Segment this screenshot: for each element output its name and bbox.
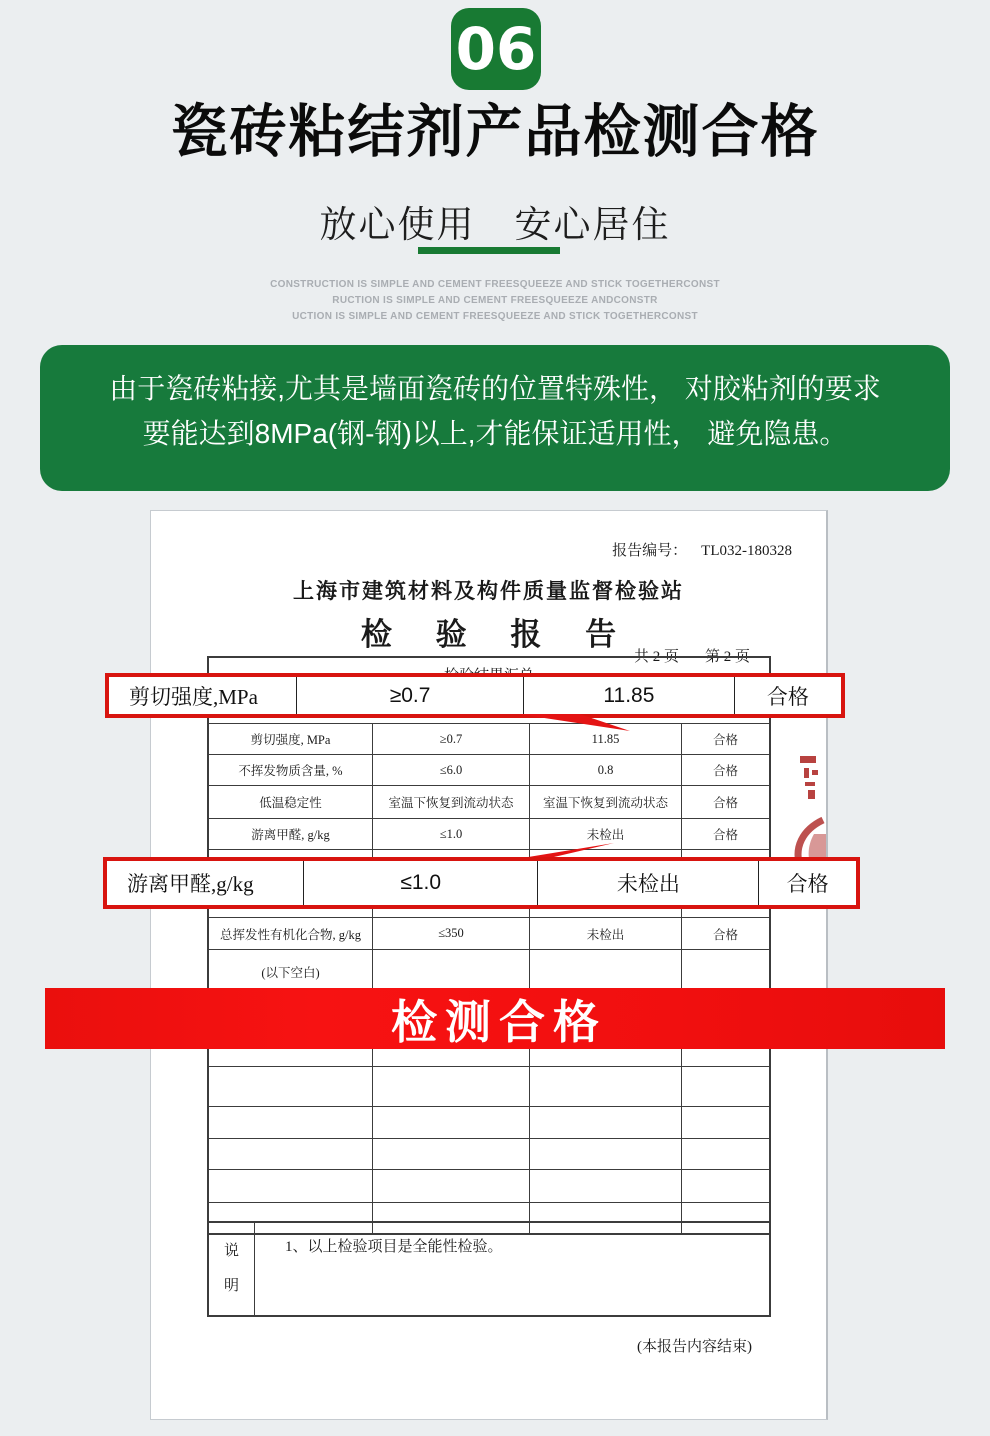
callout-verdict: 合格 xyxy=(766,684,809,709)
cell-result: 室温下恢复到流动状态 xyxy=(530,786,682,818)
cell-result: 11.85 xyxy=(530,724,682,754)
cell-item: 剪切强度, MPa xyxy=(209,724,373,754)
notice-line: 由于瓷砖粘接,尤其是墙面瓷砖的位置特殊性， 对胶粘剂的要求 xyxy=(109,373,881,404)
cell-item: (以下空白) xyxy=(209,950,373,993)
report-number-value: TL032-180328 xyxy=(701,543,792,559)
callout-result: 未检出 xyxy=(538,861,759,905)
cell-spec: 室温下恢复到流动状态 xyxy=(373,786,530,818)
highlight-row-formaldehyde xyxy=(103,857,860,909)
table-row-empty xyxy=(209,1067,769,1107)
pages-current: 第 2 页 xyxy=(704,649,750,665)
table-row xyxy=(209,819,769,850)
cell-verdict: 合格 xyxy=(712,828,738,842)
english-line: RUCTION IS SIMPLE AND CEMENT FREESQUEEZE ANDCONSTR xyxy=(332,295,658,306)
callout-spec: ≥0.7 xyxy=(297,677,524,714)
table-row-empty xyxy=(209,1139,769,1170)
cell-verdict: 合格 xyxy=(712,764,738,778)
cell-verdict: 合格 xyxy=(712,733,738,747)
title-underline xyxy=(418,247,560,254)
cell-spec: ≥0.7 xyxy=(373,724,530,754)
callout-item: 游离甲醛,g/kg xyxy=(107,861,304,905)
cell-verdict xyxy=(682,950,769,993)
decorative-english-text xyxy=(0,277,990,325)
cell-verdict: 合格 xyxy=(712,796,738,810)
cell-item: 低温稳定性 xyxy=(209,786,373,818)
section-number-badge xyxy=(451,8,541,90)
pages-total: 共 2 页 xyxy=(633,649,679,665)
report-end-note: (本报告内容结束) xyxy=(637,1339,752,1355)
report-number-label: 报告编号： xyxy=(612,543,688,559)
cell-item: 总挥发性有机化合物, g/kg xyxy=(209,918,373,949)
table-row-empty xyxy=(209,1107,769,1139)
page-subtitle: 放心使用 安心居住 xyxy=(319,204,671,245)
table-row-empty xyxy=(209,1170,769,1203)
callout-item: 剪切强度,MPa xyxy=(109,677,297,714)
inspection-report-document xyxy=(150,510,828,1420)
pass-banner: 检测合格 xyxy=(45,988,945,1049)
section-number: 06 xyxy=(455,15,537,83)
notice-box xyxy=(40,345,950,491)
cell-item: 游离甲醛, g/kg xyxy=(209,819,373,849)
results-table xyxy=(207,656,771,1235)
cell-spec: ≤1.0 xyxy=(373,819,530,849)
cell-spec: ≤6.0 xyxy=(373,755,530,785)
table-row xyxy=(209,918,769,950)
callout-result: 11.85 xyxy=(524,677,735,714)
english-line: CONSTRUCTION IS SIMPLE AND CEMENT FREESQUEEZE AND STICK TOGETHERCONST xyxy=(270,279,720,290)
callout-verdict: 合格 xyxy=(786,872,829,896)
cell-result: 未检出 xyxy=(530,819,682,849)
highlight-row-shear-strength xyxy=(105,673,845,718)
table-row xyxy=(209,786,769,819)
table-row xyxy=(209,755,769,786)
table-row xyxy=(209,724,769,755)
callout-spec: ≤1.0 xyxy=(304,861,538,905)
notice-line: 要能达到8MPa(钢-钢)以上,才能保证适用性， 避免隐患。 xyxy=(142,418,848,449)
report-number xyxy=(612,539,792,560)
cell-item: 不挥发物质含量, % xyxy=(209,755,373,785)
remarks-text: 1、以上检验项目是全能性检验。 xyxy=(285,1239,503,1255)
cell-result: 0.8 xyxy=(530,755,682,785)
cell-verdict: 合格 xyxy=(712,927,738,942)
issuing-organization: 上海市建筑材料及构件质量监督检验站 xyxy=(293,579,684,603)
cell-spec: ≤350 xyxy=(373,918,530,949)
report-title: 检 验 报 告 xyxy=(360,617,635,652)
cell-result: 未检出 xyxy=(530,918,682,949)
page-title: 瓷砖粘结剂产品检测合格 xyxy=(170,100,820,164)
remarks-label: 说 明 xyxy=(209,1223,255,1315)
remarks-block xyxy=(207,1221,771,1317)
english-line: UCTION IS SIMPLE AND CEMENT FREESQUEEZE AND STICK TOGETHERCONST xyxy=(292,311,698,322)
